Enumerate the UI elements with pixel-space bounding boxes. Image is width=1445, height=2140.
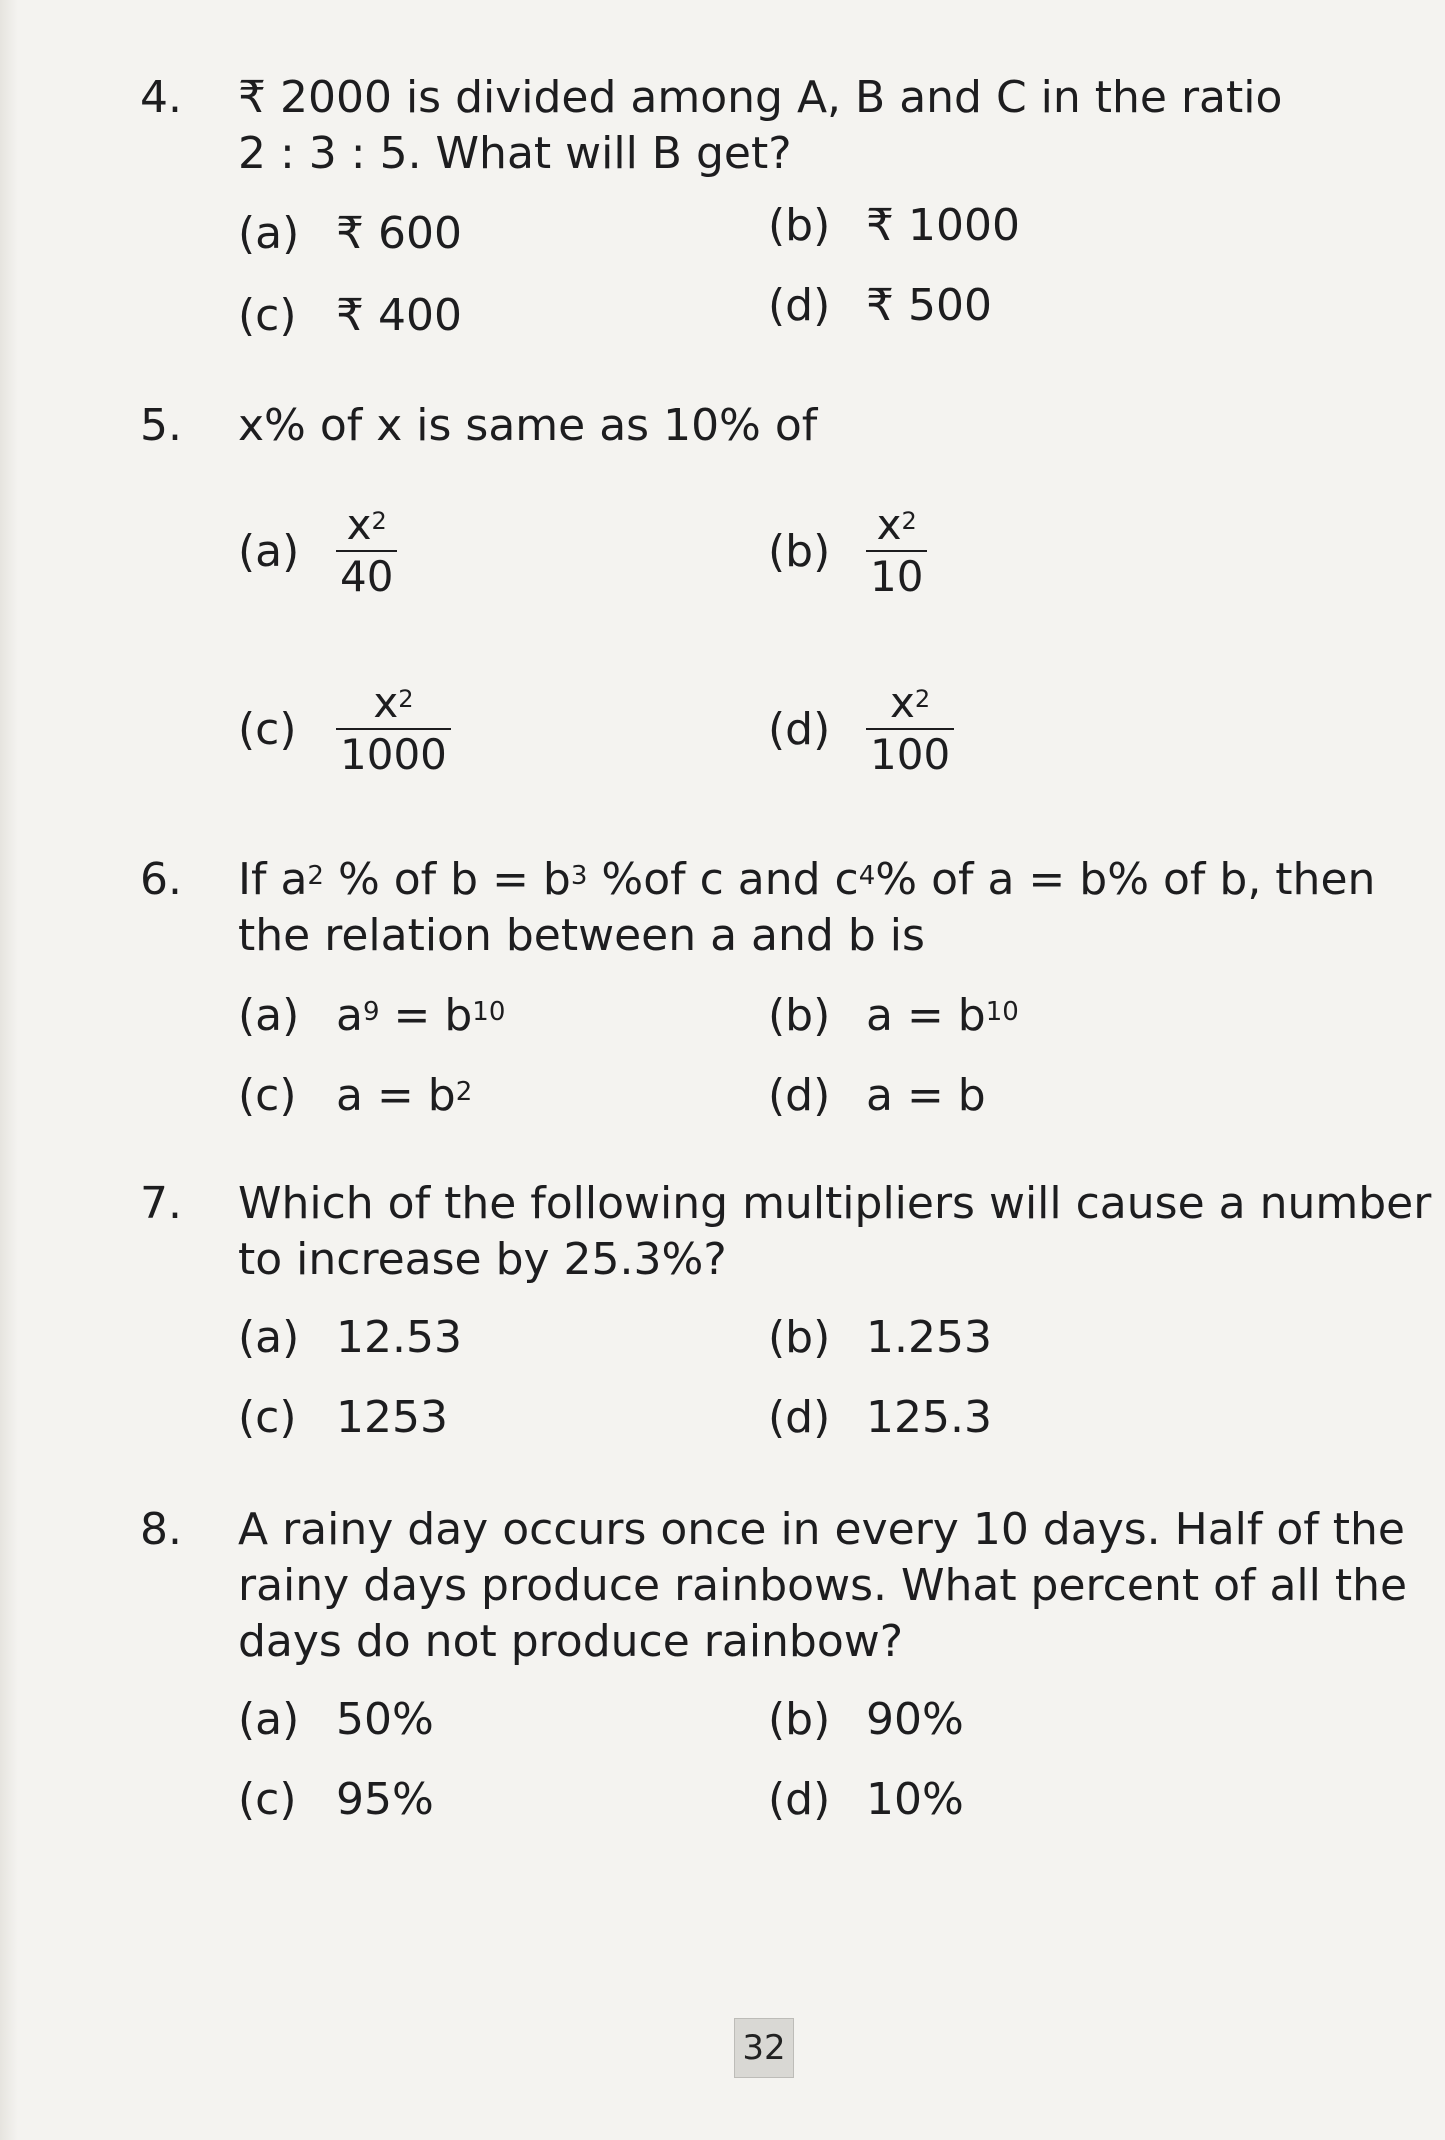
question-text-line: x% of x is same as 10% of <box>238 400 818 451</box>
question-number: 6. <box>140 854 182 905</box>
page-edge <box>0 0 18 2140</box>
fraction: $\frac{x^2}{1000}$ <box>336 678 451 780</box>
fraction: $\frac{x^2}{40}$ <box>336 500 397 602</box>
question-number: 7. <box>140 1178 182 1229</box>
fraction: $\frac{x^2}{10}$ <box>866 500 927 602</box>
question-text-line: the relation between a and b is <box>238 910 925 961</box>
option-b[interactable]: (b) 1.253 <box>768 1312 992 1363</box>
question-text-line: If $a^2$ % of $b = b^3$ %of c and $c^4\%$ of a = b% of b, then <box>238 854 1376 905</box>
page-number: 32 <box>734 2018 794 2078</box>
question-number: 8. <box>140 1504 182 1555</box>
question-text-line: 2 : 3 : 5. What will B get? <box>238 128 792 179</box>
option-b[interactable]: (b) ₹ 1000 <box>768 200 1020 251</box>
option-d[interactable]: (d) 10% <box>768 1774 964 1825</box>
option-c[interactable]: (c) 95% <box>238 1774 434 1825</box>
option-d[interactable]: (d) ₹ 500 <box>768 280 992 331</box>
option-d[interactable]: (d) a = b <box>768 1070 986 1121</box>
option-c[interactable]: (c) $a = b^2$ <box>238 1070 473 1121</box>
option-c[interactable]: (c) $\frac{x^2}{1000}$ <box>238 678 451 780</box>
option-d[interactable]: (d) $\frac{x^2}{100}$ <box>768 678 954 780</box>
option-a[interactable]: (a) $\frac{x^2}{40}$ <box>238 500 397 602</box>
question-text-line: days do not produce rainbow? <box>238 1616 904 1667</box>
fraction: $\frac{x^2}{100}$ <box>866 678 954 780</box>
option-c[interactable]: (c) 1253 <box>238 1392 448 1443</box>
option-a[interactable]: (a) 50% <box>238 1694 434 1745</box>
question-text-line: Which of the following multipliers will cause a number <box>238 1178 1432 1229</box>
option-a[interactable]: (a) $a^9 = b^{10}$ <box>238 990 506 1041</box>
question-text-line: A rainy day occurs once in every 10 days. Half of the <box>238 1504 1405 1555</box>
option-a[interactable]: (a) 12.53 <box>238 1312 462 1363</box>
question-text-line: rainy days produce rainbows. What percent of all the <box>238 1560 1408 1611</box>
question-number: 4. <box>140 72 182 123</box>
option-b[interactable]: (b) $\frac{x^2}{10}$ <box>768 500 927 602</box>
option-c[interactable]: (c) ₹ 400 <box>238 290 462 341</box>
option-b[interactable]: (b) $a = b^{10}$ <box>768 990 1019 1041</box>
option-d[interactable]: (d) 125.3 <box>768 1392 992 1443</box>
option-a[interactable]: (a) ₹ 600 <box>238 208 462 259</box>
question-text-line: to increase by 25.3%? <box>238 1234 727 1285</box>
question-text-line: ₹ 2000 is divided among A, B and C in the ratio <box>238 72 1283 123</box>
question-number: 5. <box>140 400 182 451</box>
option-b[interactable]: (b) 90% <box>768 1694 964 1745</box>
